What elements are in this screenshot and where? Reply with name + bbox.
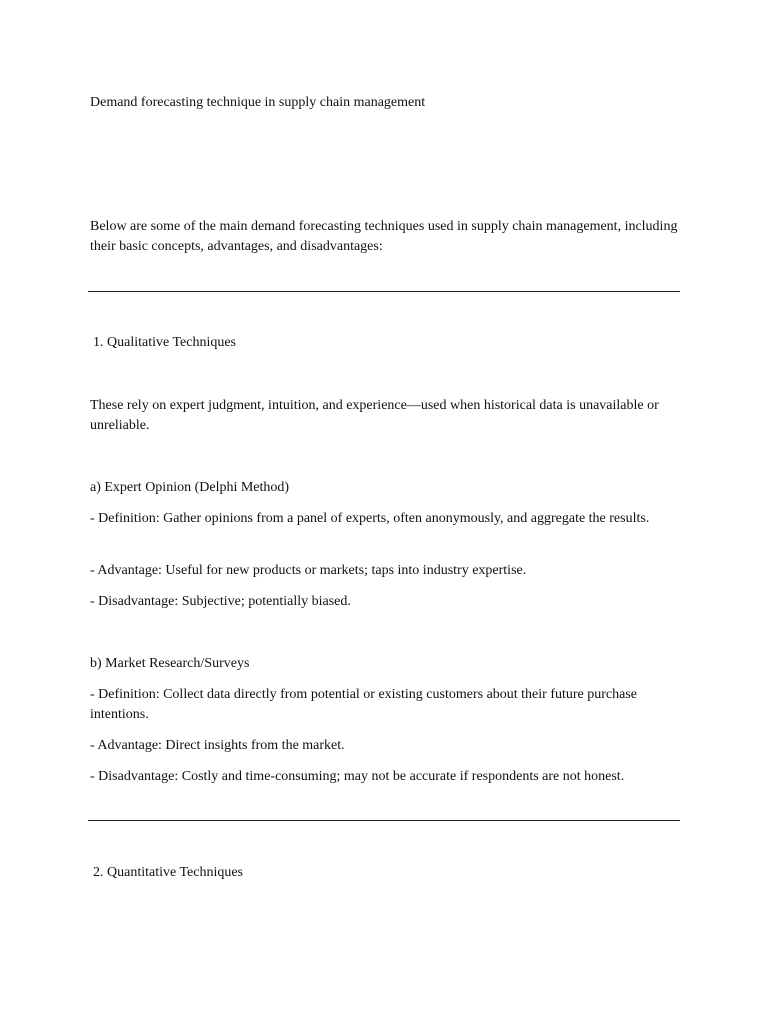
subsection-b-disadvantage: - Disadvantage: Costly and time-consuming; may not be accurate if respondents are not honest. — [90, 769, 625, 784]
section-divider-2 — [88, 820, 680, 821]
subsection-b-definition: - Definition: Collect data directly from potential or existing customers about their future purchase intentions. — [90, 687, 638, 722]
subsection-b-heading: b) Market Research/Surveys — [90, 656, 250, 671]
section1-heading: 1. Qualitative Techniques — [93, 335, 237, 350]
section-divider-1 — [88, 291, 680, 292]
subsection-a-disadvantage: - Disadvantage: Subjective; potentially biased. — [90, 594, 351, 609]
subsection-a-advantage: - Advantage: Useful for new products or markets; taps into industry expertise. — [90, 563, 527, 578]
subsection-a-definition: - Definition: Gather opinions from a panel of experts, often anonymously, and aggregate the results. — [90, 511, 650, 526]
subsection-b-advantage: - Advantage: Direct insights from the market. — [90, 738, 345, 753]
subsection-a-heading: a) Expert Opinion (Delphi Method) — [90, 480, 290, 495]
intro-paragraph: Below are some of the main demand forecasting techniques used in supply chain management, including their basic concepts, advantages, and disadvantages: — [90, 219, 678, 254]
section1-description: These rely on expert judgment, intuition, and experience—used when historical data is unavailable or unreliable. — [90, 398, 659, 433]
section2-heading: 2. Quantitative Techniques — [93, 865, 244, 880]
document-title: Demand forecasting technique in supply chain management — [90, 95, 426, 110]
